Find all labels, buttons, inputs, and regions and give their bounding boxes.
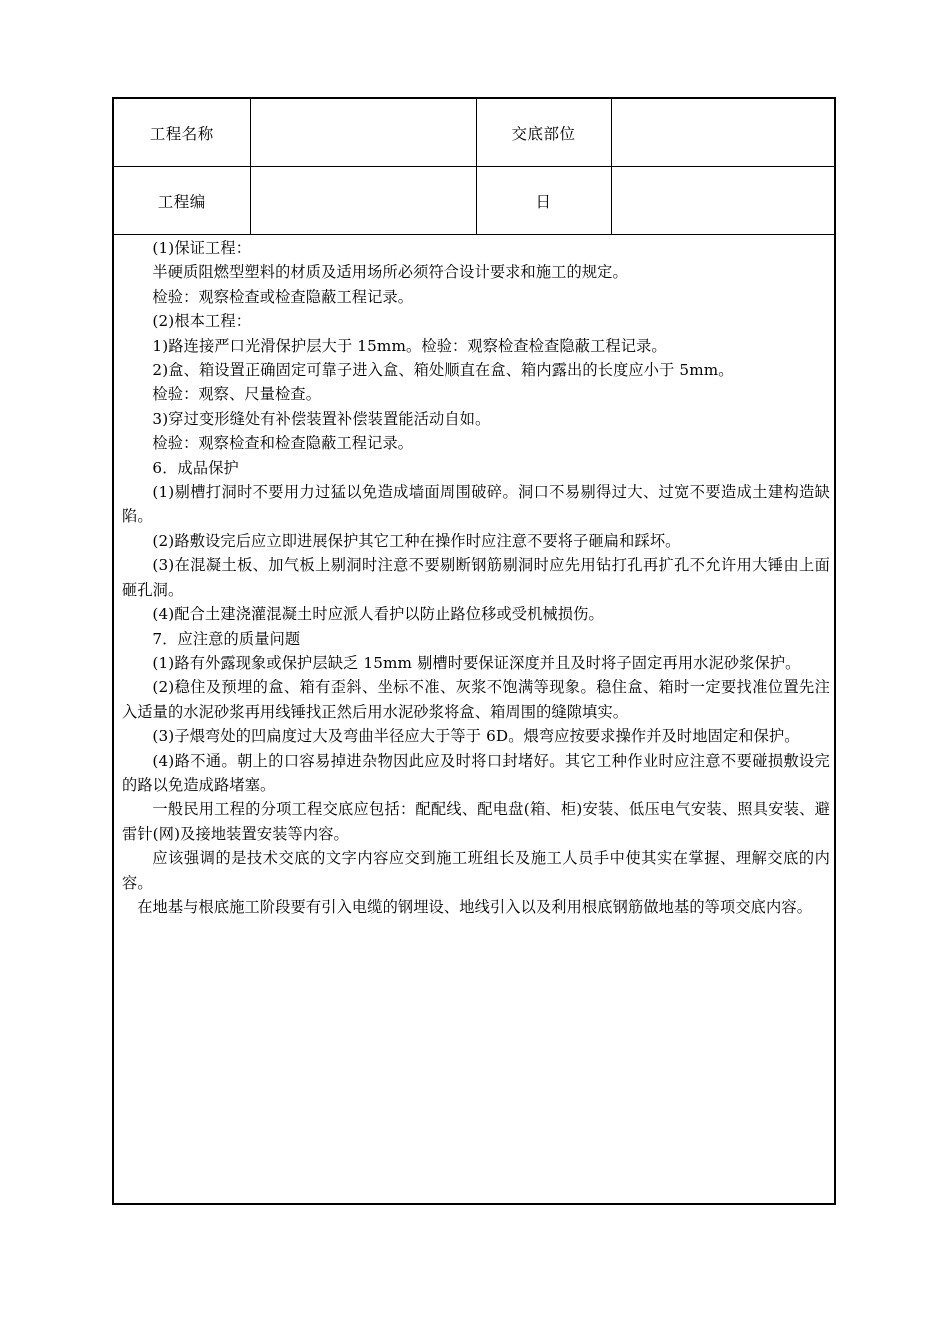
disclosure-part-value xyxy=(611,99,834,167)
section-heading: 7．应注意的质量问题 xyxy=(152,629,301,648)
disclosure-part-label: 交底部位 xyxy=(476,99,611,167)
paragraph: (2)稳住及预埋的盒、箱有歪斜、坐标不准、灰浆不饱满等现象。稳住盒、箱时一定要找准位置先注入适量的水泥砂浆再用线锤找正然后用水泥砂浆将盒、箱周围的缝隙填实。 xyxy=(122,678,830,721)
paragraph: (4)路不通。朝上的口容易掉进杂物因此应及时将口封堵好。其它工种作业时应注意不要碰损敷设完的路以免造成路堵塞。 xyxy=(122,751,830,794)
disclosure-form xyxy=(112,97,836,1205)
header-row-2 xyxy=(114,167,834,235)
paragraph: (2)路敷设完后应立即进展保护其它工种在操作时应注意不要将子砸扁和踩坏。 xyxy=(152,531,681,550)
paragraph: 检验：观察、尺量检查。 xyxy=(152,385,322,404)
project-name-label: 工程名称 xyxy=(114,99,250,167)
paragraph: 3)穿过变形缝处有补偿装置补偿装置能活动自如。 xyxy=(152,409,491,428)
paragraph: (2)根本工程： xyxy=(152,312,252,331)
paragraph: 检验：观察检查或检查隐蔽工程记录。 xyxy=(152,287,414,306)
paragraph: 1)路连接严口光滑保护层大于 15mm。检验：观察检查检查隐蔽工程记录。 xyxy=(152,336,667,355)
paragraph: 在地基与根底施工阶段要有引入电缆的钢埋设、地线引入以及利用根底钢筋做地基的等项交底内容。 xyxy=(137,897,813,916)
project-number-label: 工程编 xyxy=(114,167,250,235)
paragraph: (3)在混凝土板、加气板上剔洞时注意不要剔断钢筋剔洞时应先用钻打孔再扩孔不允许用大锤由上面砸孔洞。 xyxy=(122,556,830,599)
header-table xyxy=(114,99,834,235)
project-number-value xyxy=(250,167,476,235)
paragraph: (3)子煨弯处的凹扁度过大及弯曲半径应大于等于 6D。煨弯应按要求操作并及时地固定和保护。 xyxy=(152,727,800,746)
paragraph: (4)配合土建浇灌混凝土时应派人看护以防止路位移或受机械损伤。 xyxy=(152,605,604,624)
paragraph: 应该强调的是技术交底的文字内容应交到施工班组长及施工人员手中使其实在掌握、理解交底的内容。 xyxy=(122,849,830,892)
paragraph: 检验：观察检查和检查隐蔽工程记录。 xyxy=(152,434,414,453)
header-row-1 xyxy=(114,99,834,167)
paragraph: 2)盒、箱设置正确固定可靠子进入盒、箱处顺直在盒、箱内露出的长度应小于 5mm。 xyxy=(152,361,734,380)
date-label: 日 xyxy=(476,167,611,235)
paragraph: 半硬质阻燃型塑料的材质及适用场所必须符合设计要求和施工的规定。 xyxy=(152,263,628,282)
paragraph: (1)路有外露现象或保护层缺乏 15mm 剔槽时要保证深度并且及时将子固定再用水泥砂浆保护。 xyxy=(152,653,801,672)
paragraph: (1)剔槽打洞时不要用力过猛以免造成墙面周围破碎。洞口不易剔得过大、过宽不要造成土建构造缺陷。 xyxy=(122,483,830,526)
paragraph: (1)保证工程： xyxy=(152,239,252,257)
disclosure-content xyxy=(122,236,830,919)
date-value xyxy=(611,167,834,235)
project-name-value xyxy=(250,99,476,167)
section-heading: 6．成品保护 xyxy=(152,458,239,477)
paragraph: 一般民用工程的分项工程交底应包括：配配线、配电盘(箱、柜)安装、低压电气安装、照具安装、避雷针(网)及接地装置安装等内容。 xyxy=(122,800,830,843)
